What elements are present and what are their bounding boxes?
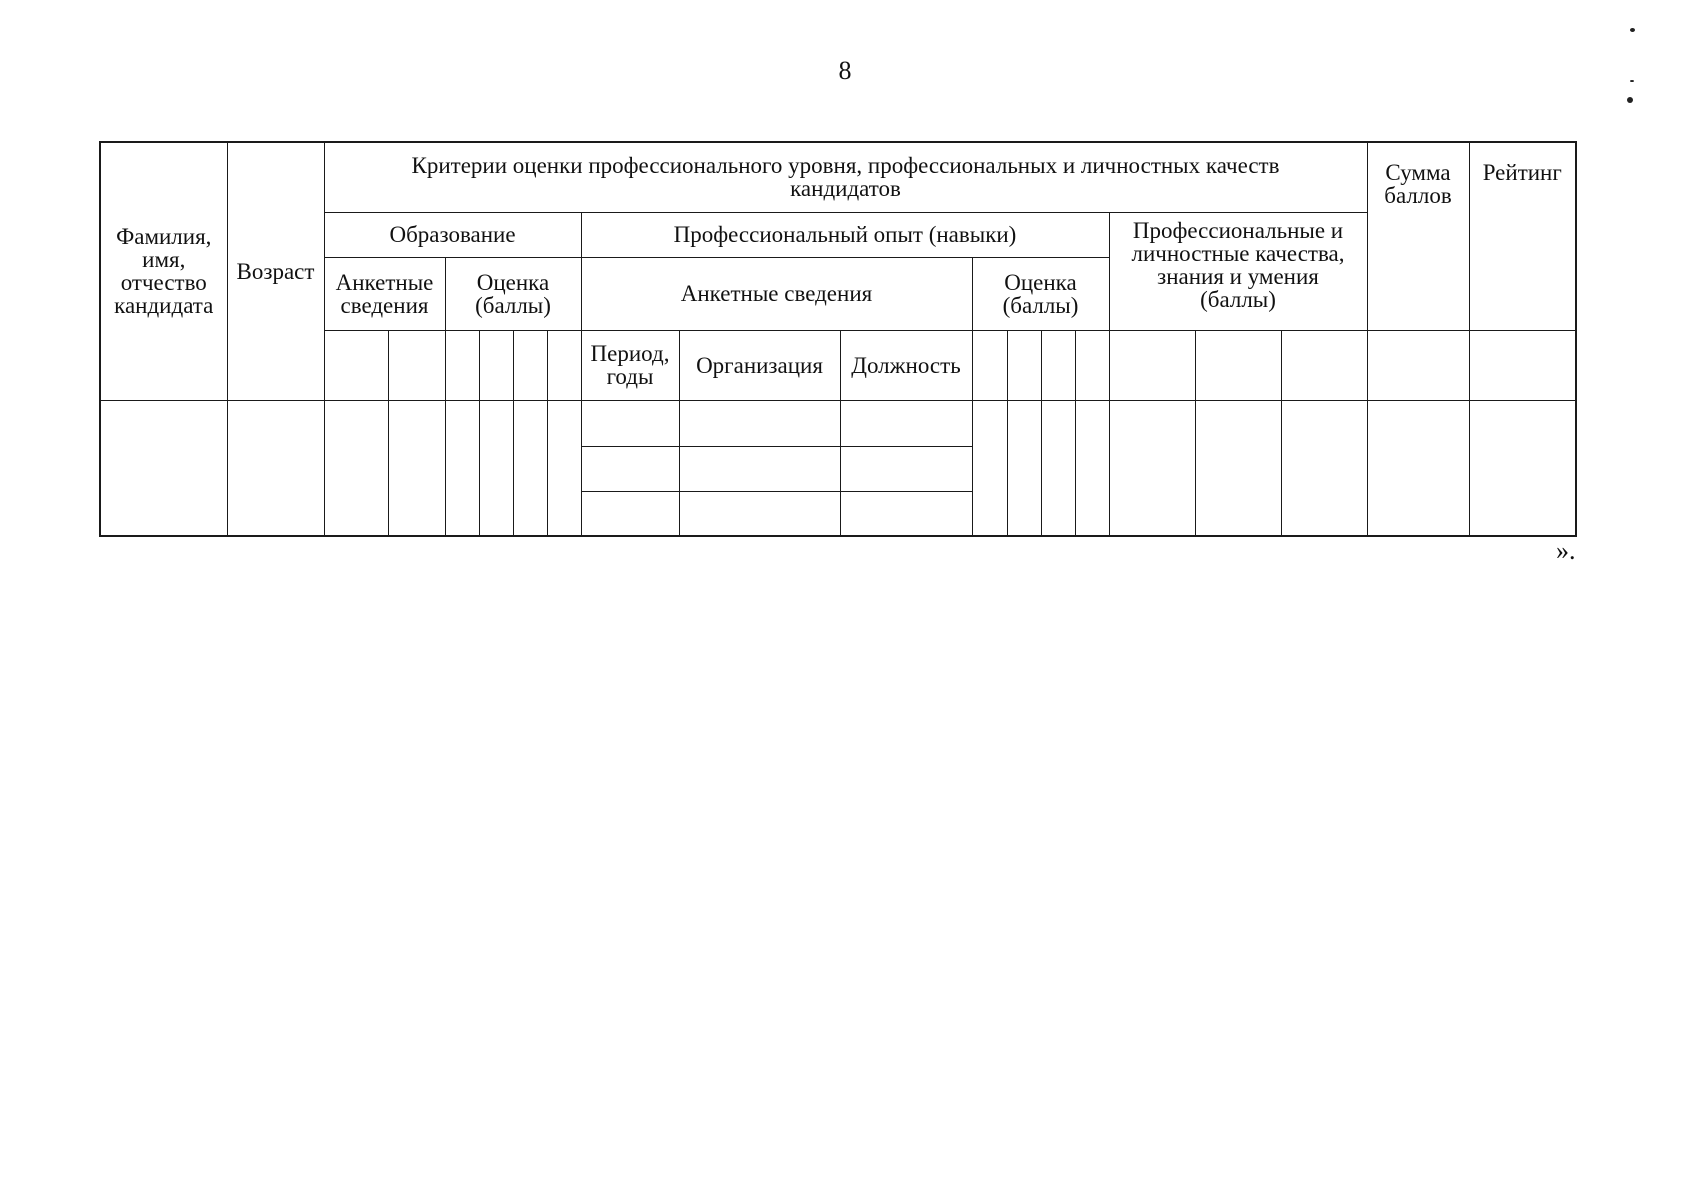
cell-education-questionnaire-2 — [388, 400, 445, 536]
row-divider — [680, 446, 840, 447]
row-divider — [582, 446, 679, 447]
cell-qualities-1 — [1109, 400, 1195, 536]
experience-score-col-1 — [972, 330, 1007, 400]
row-divider — [841, 446, 972, 447]
period-header: Период, годы — [581, 330, 679, 400]
experience-score-col-4 — [1075, 330, 1109, 400]
position-header: Должность — [840, 330, 972, 400]
closing-quote-mark: ». — [1556, 536, 1576, 565]
cell-period — [581, 400, 679, 536]
table-row — [100, 400, 1576, 536]
cell-experience-score-4 — [1075, 400, 1109, 536]
education-score-header: Оценка (баллы) — [445, 257, 581, 330]
column-header-age: Возраст — [227, 142, 324, 400]
cell-sum — [1367, 400, 1469, 536]
experience-questionnaire-header: Анкетные сведения — [581, 257, 972, 330]
education-questionnaire-header: Анкетные сведения — [324, 257, 445, 330]
cell-education-score-1 — [445, 400, 479, 536]
page-number: 8 — [838, 56, 852, 85]
organization-header: Организация — [679, 330, 840, 400]
experience-score-col-3 — [1041, 330, 1075, 400]
scan-speck — [1630, 80, 1634, 82]
scan-speck — [1627, 97, 1633, 103]
cell-rating — [1469, 400, 1576, 536]
cell-full-name — [100, 400, 227, 536]
cell-qualities-3 — [1281, 400, 1367, 536]
cell-education-questionnaire-1 — [324, 400, 388, 536]
cell-experience-score-1 — [972, 400, 1007, 536]
qualities-col-1 — [1109, 330, 1195, 400]
education-score-col-2 — [479, 330, 513, 400]
cell-age — [227, 400, 324, 536]
experience-score-col-2 — [1007, 330, 1041, 400]
cell-education-score-4 — [547, 400, 581, 536]
qualities-col-2 — [1195, 330, 1281, 400]
column-header-rating: Рейтинг — [1469, 142, 1576, 330]
education-score-col-4 — [547, 330, 581, 400]
column-header-sum: Сумма баллов — [1367, 142, 1469, 330]
cell-experience-score-2 — [1007, 400, 1041, 536]
column-header-full-name: Фамилия, имя, отчество кандидата — [100, 142, 227, 400]
education-questionnaire-col-1 — [324, 330, 388, 400]
row-divider — [841, 491, 972, 492]
education-questionnaire-col-2 — [388, 330, 445, 400]
education-score-col-1 — [445, 330, 479, 400]
candidate-evaluation-table — [99, 141, 1577, 537]
qualities-col-3 — [1281, 330, 1367, 400]
sum-subcell — [1367, 330, 1469, 400]
rating-subcell — [1469, 330, 1576, 400]
row-divider — [582, 491, 679, 492]
cell-education-score-3 — [513, 400, 547, 536]
criteria-header: Критерии оценки профессионального уровня, профессиональных и личностных качеств кандидатов — [324, 142, 1367, 212]
education-header: Образование — [324, 212, 581, 257]
experience-header: Профессиональный опыт (навыки) — [581, 212, 1109, 257]
cell-experience-score-3 — [1041, 400, 1075, 536]
scan-speck — [1630, 28, 1635, 32]
cell-position — [840, 400, 972, 536]
cell-education-score-2 — [479, 400, 513, 536]
cell-qualities-2 — [1195, 400, 1281, 536]
education-score-col-3 — [513, 330, 547, 400]
experience-score-header: Оценка (баллы) — [972, 257, 1109, 330]
qualities-header: Профессиональные и личностные качества, знания и умения (баллы) — [1109, 212, 1367, 330]
cell-organization — [679, 400, 840, 536]
row-divider — [680, 491, 840, 492]
